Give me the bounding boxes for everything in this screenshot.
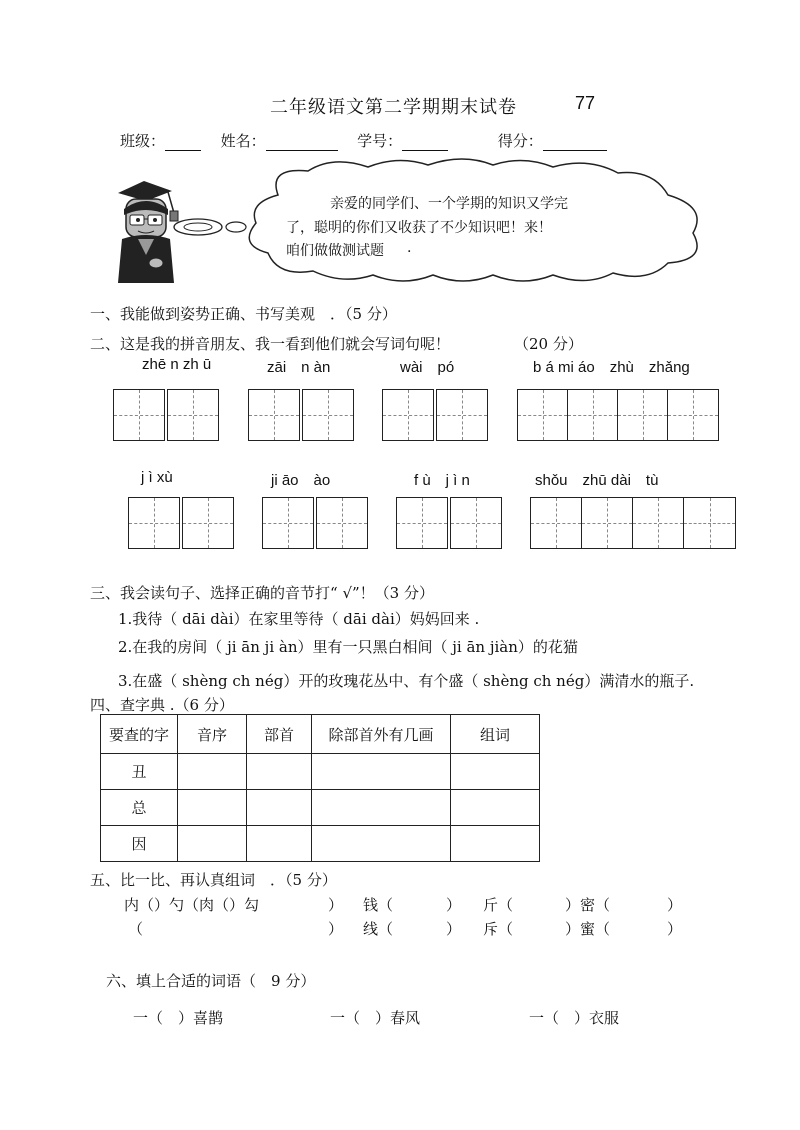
table-header: 除部首外有几画 xyxy=(312,715,451,754)
pinyin-1-3: wài pó xyxy=(400,359,455,376)
compare-2c: 线（ xyxy=(363,920,394,938)
fill-item-1: 一（ ）喜鹊 xyxy=(133,1009,224,1027)
question-4: 四、查字典 .（6 分） xyxy=(90,696,234,714)
question-1: 一、我能做到姿势正确、书写美观 ．（5 分） xyxy=(90,305,397,323)
name-label: 姓名： xyxy=(220,132,266,150)
name-field[interactable] xyxy=(266,135,338,151)
answer-cell[interactable] xyxy=(451,790,540,826)
compare-2b: ） xyxy=(328,920,344,938)
fill-item-2: 一（ ）春风 xyxy=(330,1009,421,1027)
table-cell-char: 因 xyxy=(101,826,178,862)
sentence-3: 3.在盛（ shèng ch nég）开的玫瑰花丛中、有个盛（ shèng ch nég）满清水的瓶子. xyxy=(118,672,695,690)
answer-cell[interactable] xyxy=(247,790,312,826)
table-header: 要查的字 xyxy=(101,715,178,754)
score-label: 得分： xyxy=(497,132,543,150)
pinyin-2-2: ji āo ào xyxy=(271,472,331,489)
compare-1e: 斤（ xyxy=(483,896,514,914)
compare-1g: ） xyxy=(667,896,683,914)
sentence-1: 1.我待（ dāi dài）在家里等待（ dāi dài）妈妈回来 . xyxy=(118,610,480,628)
table-row xyxy=(101,790,540,826)
table-row xyxy=(101,826,540,862)
student-id-label: 学号： xyxy=(357,132,403,150)
question-5: 五、比一比、再认真组词 ．（5 分） xyxy=(90,871,337,889)
pinyin-1-4: b á mi áo zhù zhǎng xyxy=(533,359,690,376)
pinyin-2-3: f ù j ì n xyxy=(414,472,470,489)
answer-cell[interactable] xyxy=(312,754,451,790)
table-header: 组词 xyxy=(451,715,540,754)
compare-1b: ） xyxy=(328,896,344,914)
info-line xyxy=(120,130,607,151)
bubble-line-1: 亲爱的同学们、一个学期的知识又学完 xyxy=(330,196,568,212)
question-2-score: （20 分） xyxy=(514,335,583,353)
answer-cell[interactable] xyxy=(312,790,451,826)
bubble-line-3: 咱们做做测试题 xyxy=(286,243,384,259)
writing-grid-4[interactable] xyxy=(517,389,719,441)
compare-2g: ） xyxy=(667,920,683,938)
sentence-2: 2.在我的房间（ ji ān ji àn）里有一只黑白相间（ ji ān jiàn）的花猫 xyxy=(118,638,578,656)
compare-1d: ） xyxy=(446,896,462,914)
student-id-field[interactable] xyxy=(402,135,448,151)
answer-cell[interactable] xyxy=(178,790,247,826)
bubble-dot: . xyxy=(407,240,412,256)
class-field[interactable] xyxy=(165,135,201,151)
writing-grid-2[interactable] xyxy=(248,389,356,441)
answer-cell[interactable] xyxy=(247,754,312,790)
writing-grid-6[interactable] xyxy=(262,497,370,549)
table-cell-char: 总 xyxy=(101,790,178,826)
pinyin-2-4: shǒu zhū dài tù xyxy=(535,472,659,489)
table-header: 音序 xyxy=(178,715,247,754)
table-header: 部首 xyxy=(247,715,312,754)
compare-2e: 斥（ xyxy=(483,920,514,938)
question-6: 六、填上合适的词语（ 9 分） xyxy=(106,972,316,990)
paper-number: 77 xyxy=(575,93,596,113)
answer-cell[interactable] xyxy=(178,754,247,790)
question-3: 三、我会读句子、选择正确的音节打“ √”！（3 分） xyxy=(90,584,434,602)
answer-cell[interactable] xyxy=(178,826,247,862)
table-row xyxy=(101,754,540,790)
answer-cell[interactable] xyxy=(451,826,540,862)
fill-item-3: 一（ ）衣服 xyxy=(529,1009,620,1027)
compare-1f: ）密（ xyxy=(565,896,611,914)
compare-1c: 钱（ xyxy=(363,896,394,914)
question-2: 二、这是我的拼音朋友、我一看到他们就会写词句呢！ xyxy=(90,335,451,353)
answer-cell[interactable] xyxy=(247,826,312,862)
writing-grid-8[interactable] xyxy=(530,497,736,549)
bubble-line-2: 了，聪明的你们又收获了不少知识吧！来！ xyxy=(286,220,552,236)
compare-2f: ）蜜（ xyxy=(565,920,611,938)
writing-grid-1[interactable] xyxy=(113,389,221,441)
table-header-row xyxy=(101,715,540,754)
compare-1a: 内（）勺（肉（）勾 xyxy=(124,896,260,914)
pinyin-1-1: zhē n zh ū xyxy=(142,356,212,373)
writing-grid-7[interactable] xyxy=(396,497,504,549)
score-field[interactable] xyxy=(543,135,607,151)
pinyin-2-1: j ì xù xyxy=(141,469,173,486)
class-label: 班级： xyxy=(120,132,166,150)
answer-cell[interactable] xyxy=(451,754,540,790)
page-title: 二年级语文第二学期期末试卷 xyxy=(270,97,517,118)
compare-2a: （ xyxy=(128,920,144,938)
writing-grid-5[interactable] xyxy=(128,497,236,549)
writing-grid-3[interactable] xyxy=(382,389,490,441)
answer-cell[interactable] xyxy=(312,826,451,862)
table-cell-char: 丑 xyxy=(101,754,178,790)
compare-2d: ） xyxy=(446,920,462,938)
dictionary-table xyxy=(100,714,540,862)
pinyin-1-2: zāi n àn xyxy=(267,359,331,376)
